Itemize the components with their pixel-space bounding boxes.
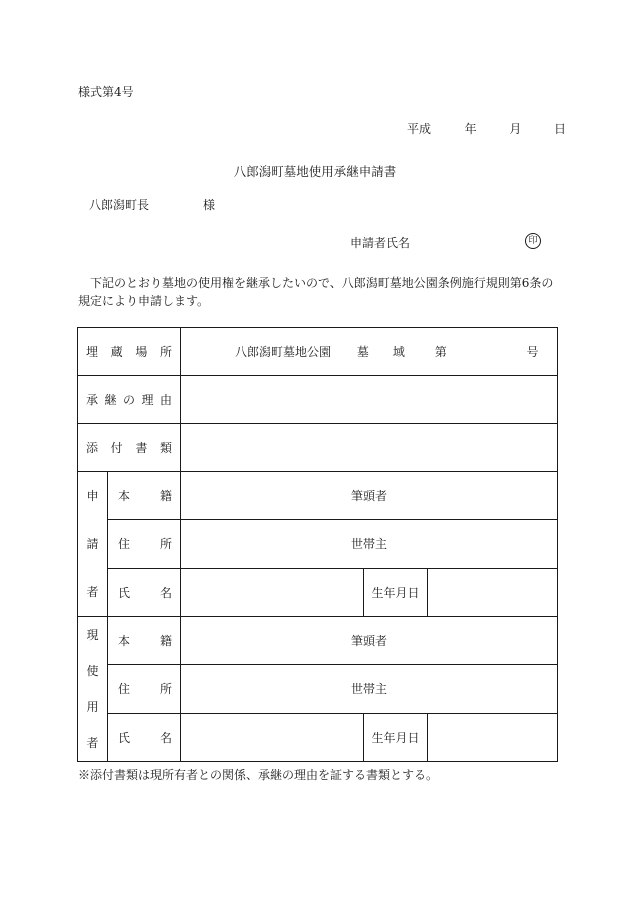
reason-field[interactable] xyxy=(181,376,558,424)
park-name: 八郎潟町墓地公園 xyxy=(235,345,332,359)
applicant-birthdate-field[interactable] xyxy=(428,568,558,616)
table-row-applicant-honseki xyxy=(78,472,558,520)
date-day-unit: 日 xyxy=(554,122,567,136)
current-user-group-label: 現 使 用 者 xyxy=(78,617,108,762)
table-row-current-name xyxy=(78,713,558,761)
current-honseki-field[interactable] xyxy=(181,617,558,665)
current-name-field[interactable] xyxy=(181,713,364,761)
attachments-label: 添付書類 xyxy=(78,424,181,472)
applicant-head-of-register-label: 筆頭者 xyxy=(351,489,388,504)
table-row-applicant-address xyxy=(78,520,558,568)
current-address-field[interactable] xyxy=(181,665,558,713)
current-householder-label: 世帯主 xyxy=(351,682,388,697)
burial-place-value xyxy=(181,328,558,376)
current-birthdate-label: 生年月日 xyxy=(364,713,428,761)
applicant-honseki-field[interactable] xyxy=(181,472,558,520)
body-text: 下記のとおり墓地の使用権を継承したいので、八郎潟町墓地公園条例施行規則第6条の規定により申請します。 xyxy=(78,276,554,308)
footnote: ※添付書類は現所有者との関係、承継の理由を証する書類とする。 xyxy=(78,768,439,782)
applicant-honseki-label: 本籍 xyxy=(108,472,181,520)
current-honseki-label: 本籍 xyxy=(108,617,181,665)
reason-label: 承継の理由 xyxy=(78,376,181,424)
table-row-current-address xyxy=(78,665,558,713)
date-year-unit: 年 xyxy=(464,122,477,136)
current-address-label: 住所 xyxy=(108,665,181,713)
current-name-field-label: 氏名 xyxy=(108,713,181,761)
applicant-name-field-label: 氏名 xyxy=(108,568,181,616)
applicant-group-label: 申 請 者 xyxy=(78,472,108,617)
current-head-of-register-label: 筆頭者 xyxy=(351,634,388,649)
application-table xyxy=(77,327,558,762)
applicant-householder-label: 世帯主 xyxy=(351,537,388,552)
table-row-reason xyxy=(78,376,558,424)
table-row-burial-place xyxy=(78,328,558,376)
attachments-field[interactable] xyxy=(181,424,558,472)
date-line xyxy=(407,122,566,136)
current-birthdate-field[interactable] xyxy=(428,713,558,761)
table-row-applicant-name xyxy=(78,568,558,616)
burial-place-label: 埋蔵場所 xyxy=(78,328,181,376)
applicant-address-field[interactable] xyxy=(181,520,558,568)
seal-mark: 印 xyxy=(525,233,541,249)
addressee xyxy=(89,198,215,212)
plot-number-suffix: 号 xyxy=(526,345,539,359)
addressee-honorific: 様 xyxy=(203,198,216,212)
addressee-name: 八郎潟町長 xyxy=(89,198,150,212)
page-title: 八郎潟町墓地使用承継申請書 xyxy=(233,164,397,179)
form-number: 様式第4号 xyxy=(78,85,134,99)
applicant-name-field[interactable] xyxy=(181,568,364,616)
table-row-current-honseki xyxy=(78,617,558,665)
applicant-birthdate-label: 生年月日 xyxy=(364,568,428,616)
applicant-address-label: 住所 xyxy=(108,520,181,568)
burial-area-label: 墓域 xyxy=(356,345,405,359)
date-month-unit: 月 xyxy=(509,122,522,136)
date-era: 平成 xyxy=(407,122,432,136)
applicant-name-label: 申請者氏名 xyxy=(350,236,411,250)
plot-number-prefix: 第 xyxy=(434,345,447,359)
table-row-attachments xyxy=(78,424,558,472)
